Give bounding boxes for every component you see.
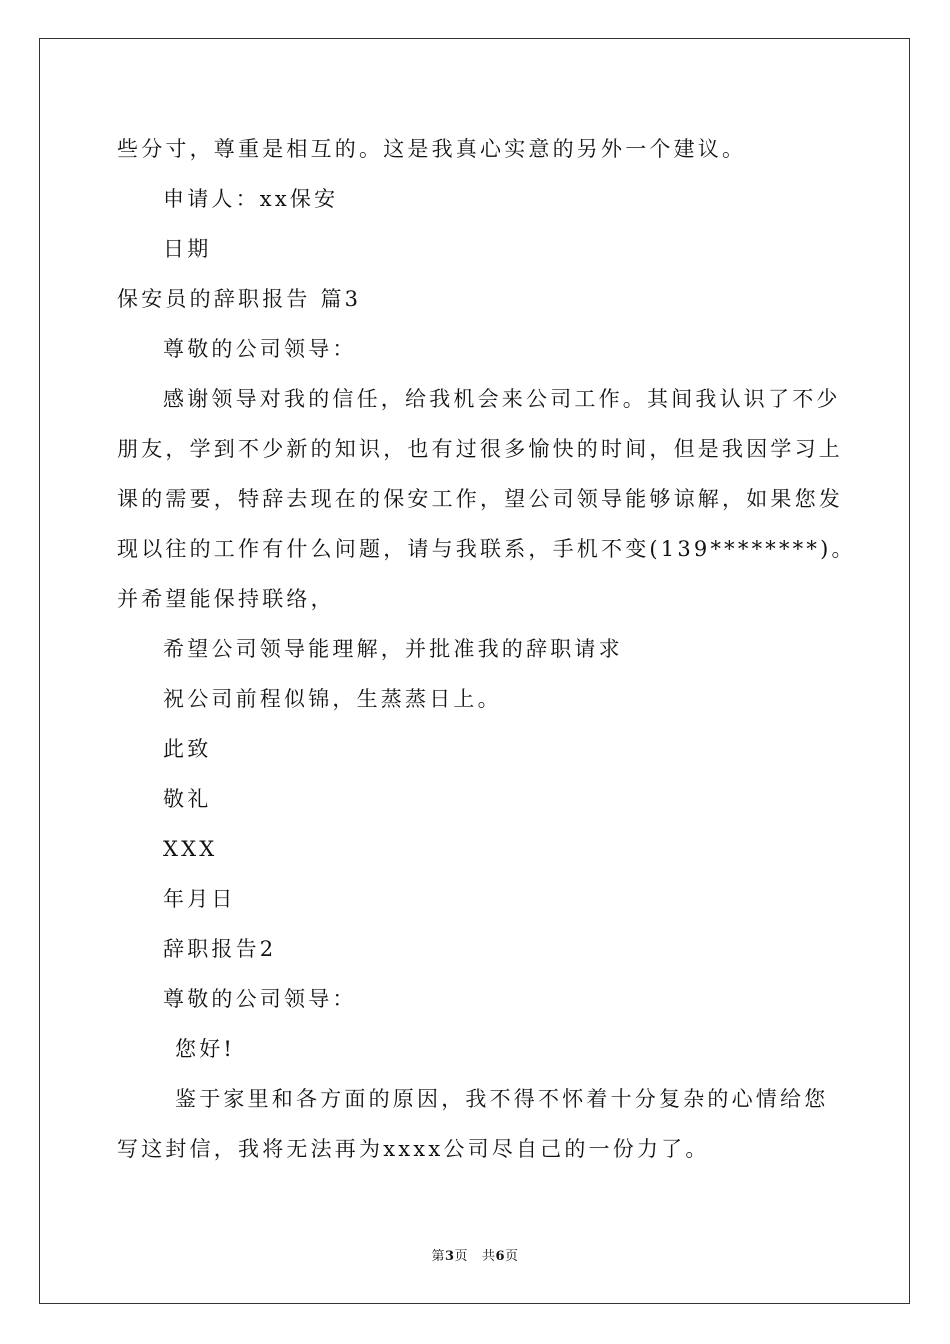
signature-date: 年月日 xyxy=(163,887,236,911)
signature-name: XXX xyxy=(163,837,218,861)
body-paragraph-line: 朋友，学到不少新的知识，也有过很多愉快的时间，但是我因学习上 xyxy=(117,437,843,461)
footer-total-prefix: 共 xyxy=(481,1249,496,1264)
page-number-footer xyxy=(0,1248,950,1266)
body-paragraph-line: 课的需要，特辞去现在的保安工作，望公司领导能够谅解，如果您发 xyxy=(117,487,843,511)
body-paragraph-line: 鉴于家里和各方面的原因，我不得不怀着十分复杂的心情给您 xyxy=(175,1087,829,1111)
current-page-number: 3 xyxy=(444,1249,455,1264)
closing-salute: 敬礼 xyxy=(163,787,212,811)
total-page-count: 6 xyxy=(495,1249,506,1264)
body-paragraph-line: 现以往的工作有什么问题，请与我联系，手机不变(139********)。 xyxy=(117,537,856,561)
salutation: 尊敬的公司领导： xyxy=(163,337,357,361)
body-paragraph-line: 并希望能保持联络， xyxy=(117,587,335,611)
body-paragraph-line: 祝公司前程似锦，生蒸蒸日上。 xyxy=(163,687,502,711)
footer-prefix: 第 xyxy=(431,1249,445,1264)
footer-page-suffix: 页 xyxy=(454,1249,469,1264)
section-heading: 保安员的辞职报告 篇3 xyxy=(117,287,362,311)
salutation: 尊敬的公司领导： xyxy=(163,987,357,1011)
footer-total-suffix: 页 xyxy=(505,1249,519,1264)
greeting: 您好! xyxy=(175,1037,236,1061)
page-border xyxy=(39,38,910,1304)
date-label: 日期 xyxy=(163,237,212,261)
closing-phrase: 此致 xyxy=(163,737,212,761)
body-paragraph-line: 写这封信，我将无法再为xxxx公司尽自己的一份力了。 xyxy=(117,1137,710,1161)
body-paragraph-line: 些分寸，尊重是相互的。这是我真心实意的另外一个建议。 xyxy=(117,137,747,161)
applicant-signature: 申请人：xx保安 xyxy=(163,187,339,211)
section-heading: 辞职报告2 xyxy=(163,937,277,961)
body-paragraph-line: 感谢领导对我的信任，给我机会来公司工作。其间我认识了不少 xyxy=(163,387,841,411)
body-paragraph-line: 希望公司领导能理解，并批准我的辞职请求 xyxy=(163,637,623,661)
